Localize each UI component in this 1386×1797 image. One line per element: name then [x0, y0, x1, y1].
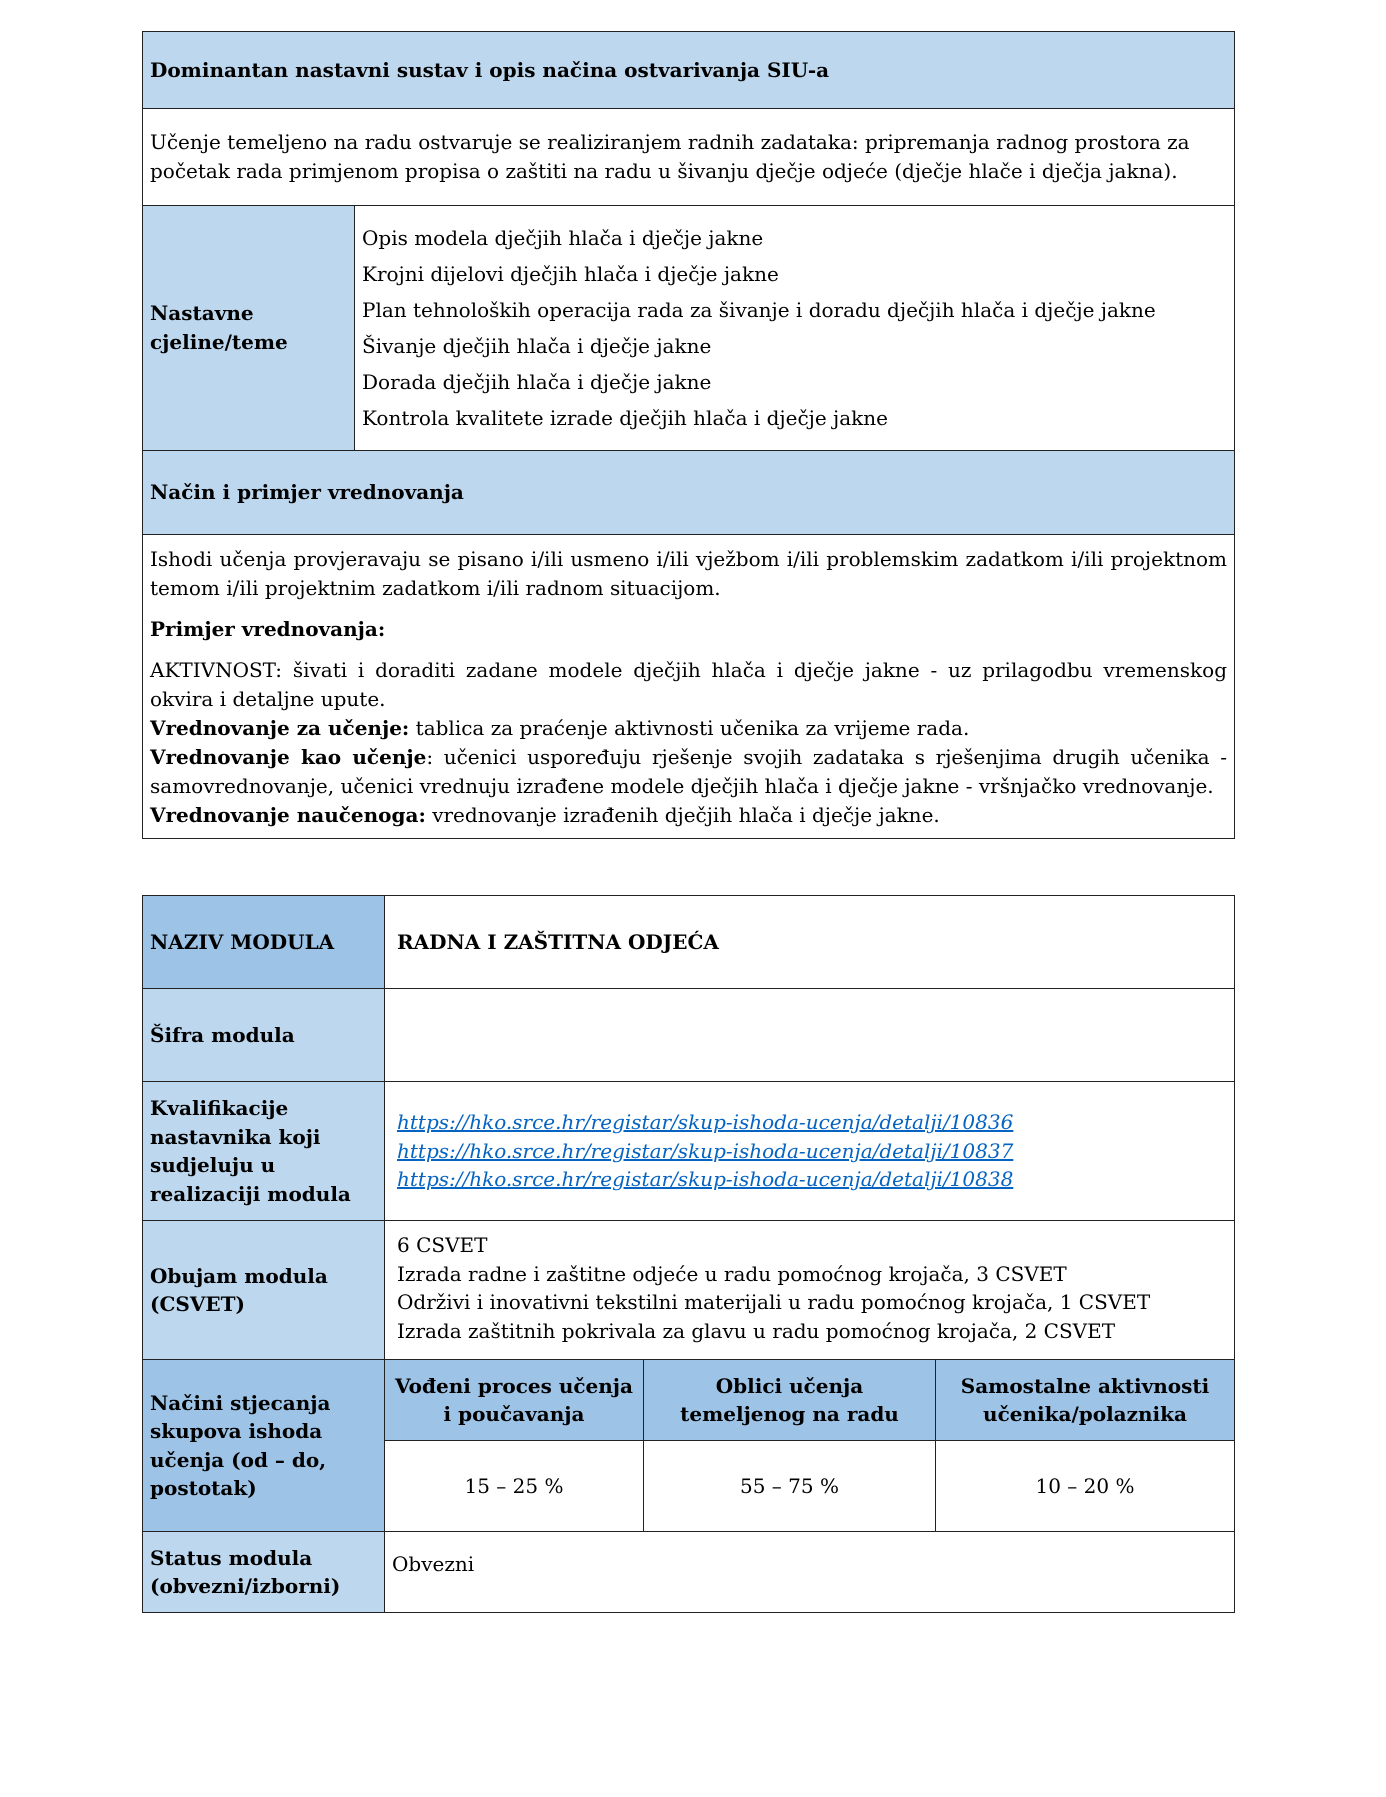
evaluation-activity: AKTIVNOST: šivati i doraditi zadane modele dječjih hlača i dječje jakne - uz prilagodbu vremenskog okvira i detaljne upute.: [150, 658, 1227, 711]
volume-line: Izrada radne i zaštitne odjeće u radu pomoćnog krojača, 3 CSVET: [397, 1261, 1067, 1286]
dominant-system-body: Učenje temeljeno na radu ostvaruje se realiziranjem radnih zadataka: pripremanja radnog prostora za početak rada primjenom propisa o zaštiti na radu u šivanju dječje odjeće (dječje hlače i dječja jakna).: [143, 109, 1235, 206]
of-learning-label: Vrednovanje naučenoga:: [150, 803, 426, 827]
topics-label: Nastavne cjeline/teme: [143, 206, 355, 451]
module-code-value: [385, 989, 1235, 1082]
status-value: Obvezni: [385, 1532, 1235, 1613]
status-label: Status modula (obvezni/izborni): [143, 1532, 385, 1613]
qualification-link[interactable]: https://hko.srce.hr/registar/skup-ishoda-ucenja/detalji/10836: [397, 1110, 1014, 1135]
document-page: [142, 31, 1235, 1613]
volume-label: Obujam modula (CSVET): [143, 1221, 385, 1360]
qualifications-links: [385, 1082, 1235, 1221]
method-value-guided: 15 – 25 %: [385, 1441, 644, 1532]
evaluation-intro: Ishodi učenja provjeravaju se pisano i/ili usmeno i/ili vježbom i/ili problemskim zadatkom i/ili projektnom temom i/ili projektnim zadatkom i/ili radnom situacijom.: [150, 547, 1227, 600]
volume-lines: [385, 1221, 1235, 1360]
method-value-independent: 10 – 20 %: [936, 1441, 1235, 1532]
evaluation-example-heading: Primjer vrednovanja:: [150, 617, 386, 641]
methods-label: Načini stjecanja skupova ishoda učenja (od – do, postotak): [143, 1360, 385, 1532]
method-value-work-based: 55 – 75 %: [644, 1441, 936, 1532]
of-learning-text: vrednovanje izrađenih dječjih hlača i dječje jakne.: [425, 803, 940, 827]
qualifications-label: Kvalifikacije nastavnika koji sudjeluju u realizaciji modula: [143, 1082, 385, 1221]
module-code-label: Šifra modula: [143, 989, 385, 1082]
topic-item: Šivanje dječjih hlača i dječje jakne: [362, 334, 712, 358]
method-header-independent: Samostalne aktivnosti učenika/polaznika: [936, 1360, 1235, 1441]
volume-line: Održivi i inovativni tekstilni materijali u radu pomoćnog krojača, 1 CSVET: [397, 1290, 1151, 1314]
evaluation-as-learning: [150, 743, 1227, 801]
as-learning-text: : učenici uspoređuju rješenje svojih zadataka s rješenjima drugih učenika - samovrednovanje, učenici vrednuju izrađene modele dječjih hlača i dječje jakne - vršnjačko vrednovanje.: [150, 745, 1227, 798]
topic-item: Krojni dijelovi dječjih hlača i dječje jakne: [362, 262, 779, 286]
topic-item: Plan tehnoloških operacija rada za šivanje i doradu dječjih hlača i dječje jakne: [362, 298, 1156, 322]
topic-item: Kontrola kvalitete izrade dječjih hlača i dječje jakne: [362, 406, 889, 430]
module-name-label: NAZIV MODULA: [143, 896, 385, 989]
for-learning-label: Vrednovanje za učenje:: [150, 716, 410, 740]
dominant-system-heading: Dominantan nastavni sustav i opis načina ostvarivanja SIU-a: [143, 32, 1235, 109]
curriculum-table: [142, 31, 1235, 839]
for-learning-text: tablica za praćenje aktivnosti učenika za vrijeme rada.: [409, 716, 970, 740]
as-learning-label: Vrednovanje kao učenje: [150, 745, 427, 769]
qualification-link[interactable]: https://hko.srce.hr/registar/skup-ishoda-ucenja/detalji/10838: [397, 1167, 1014, 1192]
module-table: [142, 895, 1235, 1613]
module-name-value: RADNA I ZAŠTITNA ODJEĆA: [385, 896, 1235, 989]
topic-item: Dorada dječjih hlača i dječje jakne: [362, 370, 712, 394]
volume-line: Izrada zaštitnih pokrivala za glavu u radu pomoćnog krojača, 2 CSVET: [397, 1318, 1116, 1343]
qualification-link[interactable]: https://hko.srce.hr/registar/skup-ishoda-ucenja/detalji/10837: [397, 1138, 1014, 1163]
evaluation-heading: Način i primjer vrednovanja: [143, 451, 1235, 535]
evaluation-for-learning: [150, 714, 1227, 743]
method-header-guided: Vođeni proces učenja i poučavanja: [385, 1360, 644, 1441]
topics-list: [355, 206, 1235, 451]
evaluation-of-learning: [150, 801, 1227, 830]
method-header-work-based: Oblici učenja temeljenog na radu: [644, 1360, 936, 1441]
topic-item: Opis modela dječjih hlača i dječje jakne: [362, 226, 764, 250]
volume-line: 6 CSVET: [397, 1233, 488, 1257]
evaluation-body: [143, 535, 1235, 839]
